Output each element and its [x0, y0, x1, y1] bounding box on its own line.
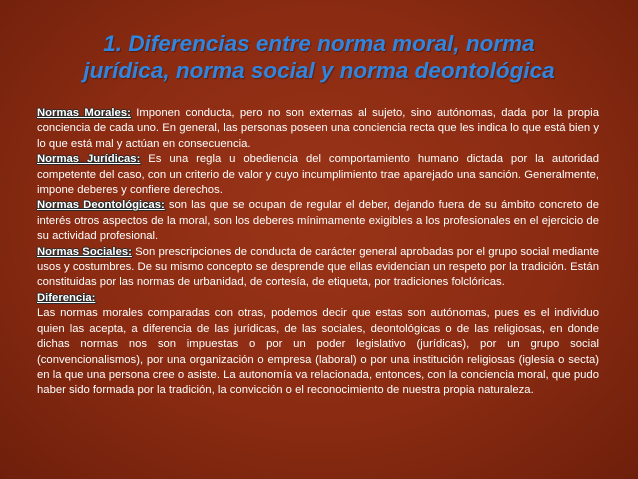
section-label: Normas Deontológicas:: [37, 199, 165, 212]
section-label: Normas Sociales:: [37, 245, 132, 258]
section-label: Normas Morales:: [37, 107, 131, 119]
title-line-2: jurídica, norma social y norma deontológica: [83, 58, 555, 83]
title-line-1: 1. Diferencias entre norma moral, norma: [103, 31, 535, 56]
section-diferencia-text: Las normas morales comparadas con otras, podemos decir que estas son autónomas, pues es el individuo quien las acepta, a diferencia de las jurídicas, de las sociales, deontológicas o de las religiosas, en donde dichas normas nos son impuestas o por un poder legislativo (jurídicas), por un grupo social (convencionalismos), por una organización o empresa (laboral) o por una institución religiosas (iglesia o secta) en la que una persona cree o asiste. La autonomía va relacionada, entonces, con la conciencia moral, que pudo haber sido formada por la tradición, la convicción o el reconocimiento de nuestra propia naturaleza.: [37, 307, 599, 397]
section-normas-juridicas: [37, 152, 599, 198]
section-diferencia-heading: [37, 291, 599, 306]
section-normas-deontologicas: [37, 198, 599, 244]
section-text: son las que se ocupan de regular el deber, dejando fuera de su ámbito concreto de interés otros aspectos de la moral, son los deberes mínimamente exigibles a los profesionales en el ejercicio de su actividad profesional.: [37, 199, 599, 243]
section-label: Normas Jurídicas:: [37, 153, 141, 166]
section-normas-morales: [37, 106, 599, 152]
slide-title: [20, 30, 618, 84]
section-text: Imponen conducta, pero no son externas al sujeto, sino autónomas, dada por la propia conciencia de cada uno. En general, las personas poseen una conciencia recta que les indica lo que está bien y lo que está mal y actúan en consecuencia.: [37, 107, 599, 150]
section-label: Diferencia:: [37, 291, 96, 304]
section-normas-sociales: [37, 245, 599, 291]
slide-body: [37, 106, 599, 399]
section-text: Son prescripciones de conducta de carácter general aprobadas por el grupo social mediante usos y costumbres. De su mismo concepto se desprende que ellas evidencian un respeto por la tradición. Están constituidas por las normas de urbanidad, de cortesía, de etiqueta, por tradiciones folclóricas.: [37, 245, 599, 289]
section-text: Es una regla u obediencia del comportamiento humano dictada por la autoridad competente del caso, con un criterio de valor y cuyo incumplimiento trae aparejado una sanción. Generalmente, impone deberes y confiere derechos.: [37, 153, 599, 197]
